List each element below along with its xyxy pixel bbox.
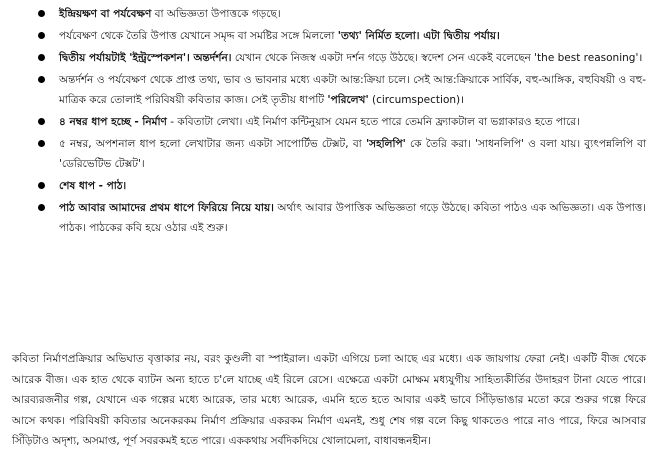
list-item bbox=[0, 198, 658, 238]
bullet-bold-text: 'সহলিপি' bbox=[365, 138, 406, 150]
list-item bbox=[0, 4, 658, 24]
bullet-icon bbox=[38, 76, 45, 83]
bullet-bold-text: 'পরিলেখ' bbox=[327, 94, 369, 106]
list-item bbox=[0, 112, 658, 132]
bullet-text: অর্থাৎ আবার উপাত্তিক অভিজ্ঞতা গড়ে উঠছে। কবিতা পাঠও এক অভিজ্ঞতা। এক উপাত্ত। পাঠক। পাঠকের কবি হয়ে ওঠার এই শুরু। bbox=[59, 202, 646, 234]
bullet-bold-text: পাঠ আবার আমাদের প্রথম ধাপে ফিরিয়ে নিয়ে যায়। bbox=[59, 202, 274, 214]
bullet-bold-text: ৪ নম্বর ধাপ হচ্ছে - নির্মাণ bbox=[59, 116, 167, 128]
list-item bbox=[0, 48, 658, 68]
body-paragraph: কবিতা নির্মাণপ্রক্রিয়ার অভিঘাত বৃত্তাকার নয়, বরং কুণ্ডলী বা স্পাইরাল। একটা এগিয়ে চলা আছে এর মধ্যে। এক জায়গায় ফেরা নেই। একটি বীজ থেকে আরেক বীজ। এক হাত থেকে ব্যাটন অন্য হাতে চ'লে যাচ্ছে এই রিলে রেসে। এক্ষেত্রে একটা মোক্ষম মধ্যযুগীয় সাহিত্যকীর্তির উদাহরণ টানা যেতে পারে। আরব্যরজনীর গল্প, যেখানে এক গল্পের মধ্যে আরেক, তার মধ্যে আরেক, এমনি হতে হতে আবার একই ভাবে সিঁড়িভাঙার মতো করে শুরুর গল্পে ফিরে আসে কথক। পরিবিষয়ী কবিতার অনেকরকম নির্মাণ প্রক্রিয়ার একরকম নির্মাণ এমনই, শুধু শেষ গল্প বলে কিছু থাকতেও পারে নাও পারে, ফিরে আসবার সিঁড়িটাও অদৃশ্য, অসমাপ্ত, পূর্ণ সবরকমই হতে পারে। এককথায় সর্বদিকদিয়ে খোলামেলা, বাধাবন্ধনহীন। bbox=[12, 353, 646, 447]
bullet-text: - কবিতাটা লেখা। এই নির্মাণ কন্টিনুয়াস যেমন হতে পারে তেমনি ফ্র্যাকটাল বা ভগ্নাকারও হতে পারে। bbox=[166, 116, 580, 128]
bullet-icon bbox=[38, 182, 45, 189]
bullet-bold-text: দ্বিতীয় পর্যায়টাই 'ইন্ট্রস্পেকশন'। অন্তর্দর্শন। bbox=[59, 52, 232, 64]
bullet-bold-text: ইন্দ্রিয়ক্ষণ বা পর্যবেক্ষণ bbox=[59, 8, 152, 20]
bullet-bold-text: শেষ ধাপ - পাঠ। bbox=[59, 180, 127, 192]
bullet-icon bbox=[38, 118, 45, 125]
bullet-text: অন্তর্দর্শন ও পর্যবেক্ষণ থেকে প্রাপ্ত তথ্য, ভাব ও ভাবনার মধ্যে একটা আন্ত:ক্রিয়া চলে। সেই আন্ত:ক্রিয়াকে সার্বিক, বহু-আঙ্গিক, বহুবিষয়ী ও বহু-মাত্রিক করে তোলাই পরিবিষয়ী কবিতার কাজ। সেই তৃতীয় ধাপটি bbox=[59, 74, 646, 106]
bullet-bold-text: 'তথ্য' নির্মিত হলো। এটা দ্বিতীয় পর্যায়। bbox=[337, 30, 500, 42]
bullet-icon bbox=[38, 54, 45, 61]
bullet-icon bbox=[38, 32, 45, 39]
bullet-text: বা অভিজ্ঞতা উপাত্তকে গড়ছে। bbox=[151, 8, 281, 20]
list-item bbox=[0, 134, 658, 174]
bullet-tail-text: (circumspection)। bbox=[368, 94, 465, 106]
bullet-list bbox=[0, 4, 658, 240]
list-item bbox=[0, 26, 658, 46]
bullet-text: পর্যবেক্ষণ থেকে তৈরি উপাত্ত যেখানে সমৃদ্দ বা সমষ্টির সঙ্গে মিললো bbox=[59, 30, 338, 42]
bullet-tail-text: কে তৈরি করা। 'সাধনলিপি' ও বলা যায়। ব্যুৎপন্নলিপি বা 'ডেরিভেটিভ টেক্সট'। bbox=[59, 138, 647, 170]
list-item bbox=[0, 176, 658, 196]
bullet-icon bbox=[38, 10, 45, 17]
bullet-icon bbox=[38, 140, 45, 147]
bullet-icon bbox=[38, 204, 45, 211]
bullet-text: যেখান থেকে নিজস্ব একটা দর্শন গড়ে উঠছে। স্বদেশ সেন একেই বলেছেন 'the best reasoning'। bbox=[231, 52, 643, 64]
bullet-text: ৫ নম্বর, অপশনাল ধাপ হলো লেখাটার জন্য একটা সাপোর্টিভ টেক্সট, বা bbox=[59, 138, 366, 150]
list-item bbox=[0, 70, 658, 110]
